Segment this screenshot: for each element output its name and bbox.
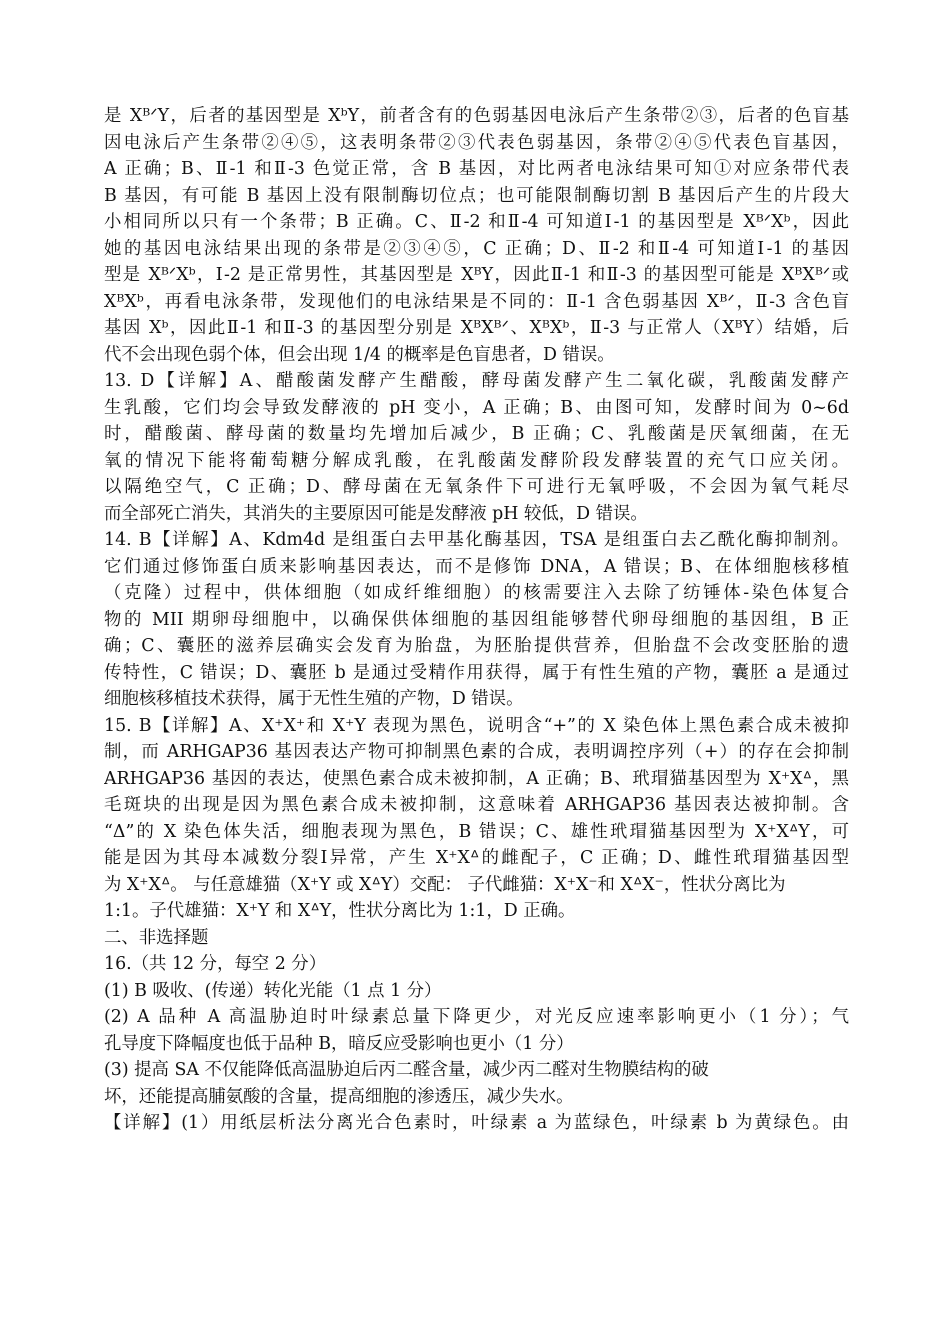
text-line: 二、非选择题 <box>104 927 209 948</box>
text-line: (2) A 品种 A 高温胁迫时叶绿素总量下降更少，对光反应速率影响更小（1 分）；气 <box>104 1007 849 1027</box>
text-line: 传特性，C 错误；D、囊胚 b 是通过受精作用获得，属于有性生殖的产物，囊胚 a 是通过 <box>104 662 849 683</box>
text-line: A 正确；B、Ⅱ-1 和Ⅱ-3 色觉正常，含 B 基因，对比两者电泳结果可知①对应条带代表 <box>104 159 849 179</box>
text-line: 小相同所以只有一个条带；B 正确。C、Ⅱ-2 和Ⅱ-4 可知道Ⅰ-1 的基因型是 XᴮᐟXᵇ，因此 <box>104 212 849 232</box>
text-line: 它们通过修饰蛋白质来影响基因表达，而不是修饰 DNA，A 错误；B、在体细胞核移植 <box>104 556 849 577</box>
text-line: 16.（共 12 分，每空 2 分） <box>104 954 327 974</box>
text-line: 毛斑块的出现是因为黑色素合成未被抑制，这意味着 ARHGAP36 基因表达被抑制。含 <box>104 795 849 815</box>
text-line: 型是 XᴮᐟXᵇ，Ⅰ-2 是正常男性，其基因型是 XᴮY，因此Ⅱ-1 和Ⅱ-3 的基因型可能是 XᴮXᴮᐟ或 <box>104 265 849 285</box>
text-line: (3) 提高 SA 不仅能降低高温胁迫后丙二醛含量，减少丙二醛对生物膜结构的破 <box>104 1060 709 1080</box>
text-line: （克隆）过程中，供体细胞（如成纤维细胞）的核需要注入去除了纺锤体-染色体复合 <box>104 583 849 603</box>
text-line: ARHGAP36 基因的表达，使黑色素合成未被抑制，A 正确；B、玳瑁猫基因型为 X⁺Xᐞ，黑 <box>104 768 849 789</box>
text-line: B 基因，有可能 B 基因上没有限制酶切位点；也可能限制酶切割 B 基因后产生的片段大 <box>104 185 849 206</box>
text-line: 15. B【详解】A、X⁺X⁺和 X⁺Y 表现为黑色，说明含“+”的 X 染色体上黑色素合成未被抑 <box>104 715 849 736</box>
text-line: 基因 Xᵇ，因此Ⅱ-1 和Ⅱ-3 的基因型分别是 XᴮXᴮᐟ、XᴮXᵇ，Ⅱ-3 与正常人（XᴮY）结婚，后 <box>104 318 849 338</box>
text-line: 是 XᴮᐟY，后者的基因型是 XᵇY，前者含有的色弱基因电泳后产生条带②③，后者的色盲基 <box>104 106 849 126</box>
text-line: 1:1。子代雄猫：X⁺Y 和 XᐞY，性状分离比为 1:1，D 正确。 <box>104 901 576 921</box>
text-line: “Δ”的 X 染色体失活，细胞表现为黑色，B 错误；C、雄性玳瑁猫基因型为 X⁺XᐞY，可 <box>104 821 849 842</box>
text-line: 细胞核移植技术获得，属于无性生殖的产物，D 错误。 <box>104 689 524 709</box>
text-line: 确；C、囊胚的滋养层确实会发育为胎盘，为胚胎提供营养，但胎盘不会改变胚胎的遗 <box>104 636 849 656</box>
text-line: 为 X⁺Xᐞ。 与任意雄猫（X⁺Y 或 XᐞY）交配： 子代雌猫：X⁺X⁻和 XᐞX⁻，性状分离比为 <box>104 874 786 895</box>
text-line: XᴮXᵇ，再看电泳条带，发现他们的电泳结果是不同的：Ⅱ-1 含色弱基因 Xᴮᐟ，Ⅱ-3 含色盲 <box>104 291 849 312</box>
text-line: 【详解】(1）用纸层析法分离光合色素时，叶绿素 a 为蓝绿色，叶绿素 b 为黄绿色。由 <box>104 1113 849 1133</box>
document-body <box>104 103 849 1137</box>
text-line: 时，醋酸菌、酵母菌的数量均先增加后减少，B 正确；C、乳酸菌是厌氧细菌，在无 <box>104 424 849 444</box>
text-line: 她的基因电泳结果出现的条带是②③④⑤，C 正确；D、Ⅱ-2 和Ⅱ-4 可知道Ⅰ-1 的基因 <box>104 238 849 259</box>
text-line: 14. B【详解】A、Kdm4d 是组蛋白去甲基化酶基因，TSA 是组蛋白去乙酰化酶抑制剂。 <box>104 530 849 550</box>
text-line: 以隔绝空气，C 正确；D、酵母菌在无氧条件下可进行无氧呼吸，不会因为氧气耗尽 <box>104 477 849 497</box>
text-line: 13. D【详解】A、醋酸菌发酵产生醋酸，酵母菌发酵产生二氧化碳，乳酸菌发酵产 <box>104 371 849 391</box>
text-line: 孔导度下降幅度也低于品种 B，暗反应受影响也更小（1 分） <box>104 1033 574 1054</box>
text-line: 而全部死亡消失，其消失的主要原因可能是发酵液 pH 较低，D 错误。 <box>104 503 648 524</box>
text-line: 能是因为其母本减数分裂Ⅰ异常，产生 X⁺Xᐞ的雌配子，C 正确；D、雌性玳瑁猫基因型 <box>104 848 849 868</box>
text-line: 生乳酸，它们均会导致发酵液的 pH 变小，A 正确；B、由图可知，发酵时间为 0~6d <box>104 397 849 418</box>
text-line: 代不会出现色弱个体，但会出现 1/4 的概率是色盲患者，D 错误。 <box>104 344 615 365</box>
text-line: 制，而 ARHGAP36 基因表达产物可抑制黑色素的合成，表明调控序列（+）的存在会抑制 <box>104 742 849 762</box>
text-line: 因电泳后产生条带②④⑤，这表明条带②③代表色弱基因，条带②④⑤代表色盲基因， <box>104 132 849 153</box>
text-line: 物的 MII 期卵母细胞中，以确保供体细胞的基因组能够替代卵母细胞的基因组，B 正 <box>104 609 849 630</box>
text-line: 氧的情况下能将葡萄糖分解成乳酸，在乳酸菌发酵阶段发酵装置的充气口应关闭。 <box>104 450 849 471</box>
text-line: 坏，还能提高脯氨酸的含量，提高细胞的渗透压，减少失水。 <box>104 1086 574 1107</box>
text-line: (1) B 吸收、(传递）转化光能（1 点 1 分） <box>104 980 442 1001</box>
